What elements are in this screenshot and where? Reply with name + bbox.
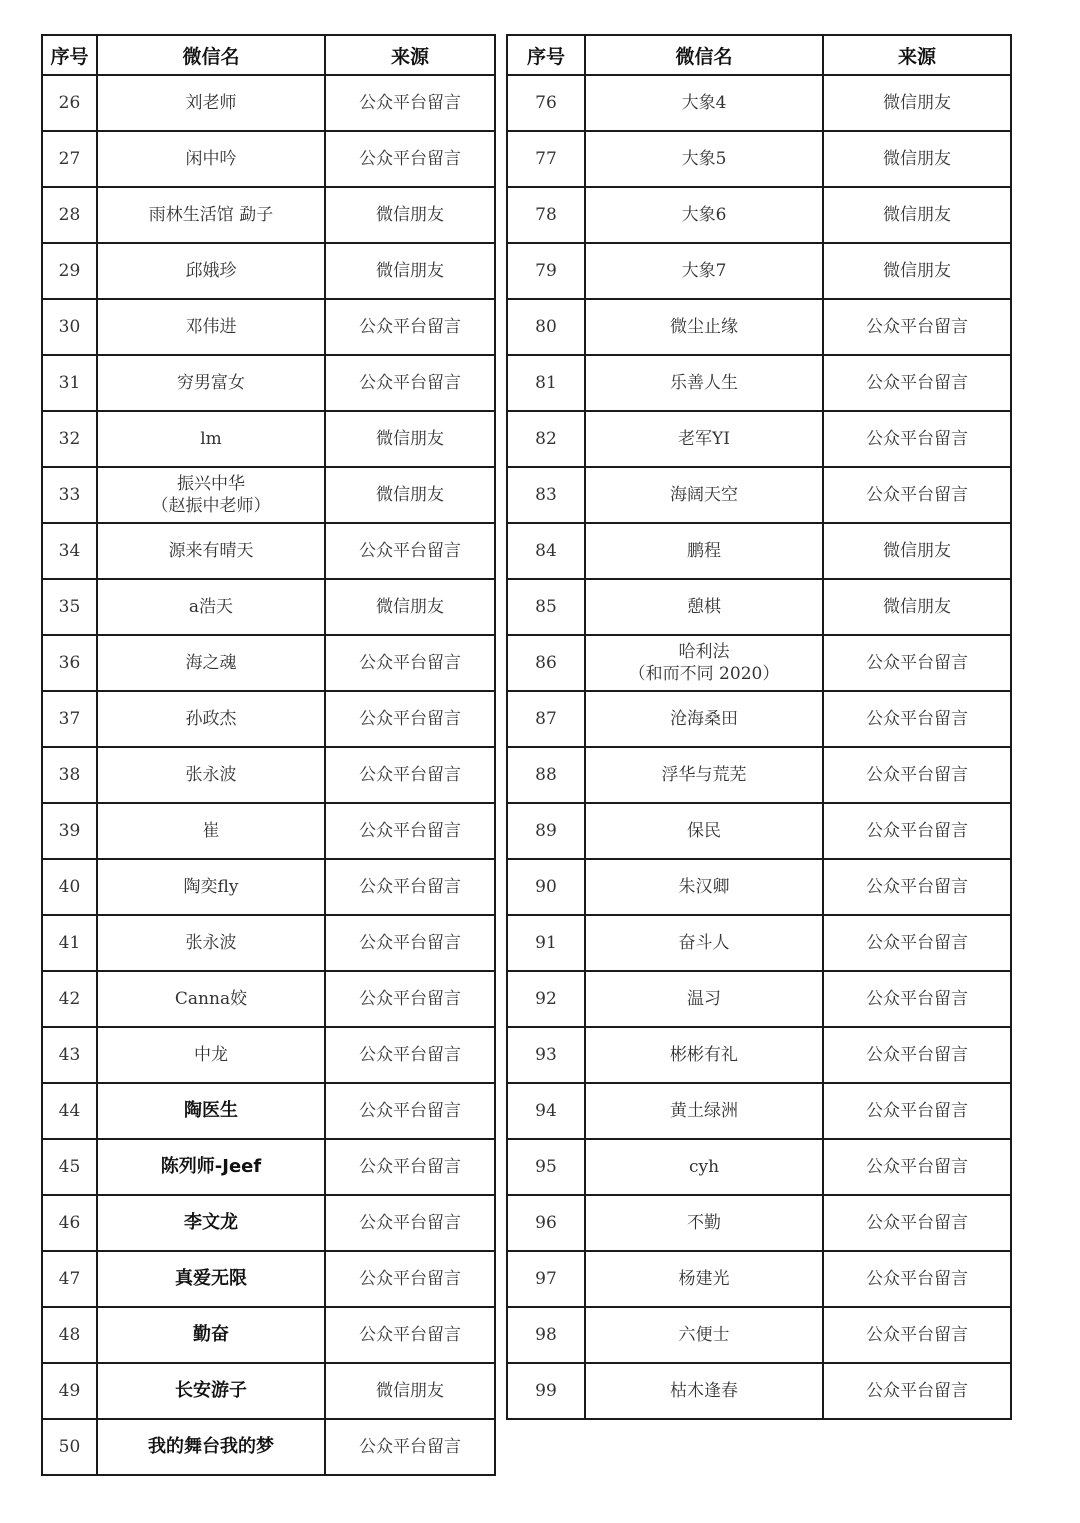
row-seq: 92 — [507, 971, 585, 1027]
row-source: 公众平台留言 — [325, 75, 495, 131]
row-seq: 31 — [42, 355, 97, 411]
table-row — [507, 971, 1011, 1027]
table-row — [42, 635, 495, 691]
row-seq: 26 — [42, 75, 97, 131]
row-source: 公众平台留言 — [325, 803, 495, 859]
row-wechat-name — [97, 1139, 325, 1195]
table-row — [42, 1251, 495, 1307]
wechat-name-line: lm — [200, 429, 222, 449]
row-seq: 97 — [507, 1251, 585, 1307]
table-row — [507, 1251, 1011, 1307]
row-wechat-name — [97, 1251, 325, 1307]
table-row — [42, 75, 495, 131]
row-source: 微信朋友 — [823, 187, 1011, 243]
wechat-name-line: 不勤 — [687, 1213, 721, 1233]
header-seq: 序号 — [507, 35, 585, 75]
table-row — [42, 747, 495, 803]
row-source: 公众平台留言 — [823, 747, 1011, 803]
wechat-name-line: 奋斗人 — [678, 933, 730, 953]
table-row — [507, 467, 1011, 523]
row-source: 公众平台留言 — [823, 355, 1011, 411]
wechat-name-line: a浩天 — [188, 597, 234, 617]
row-seq: 30 — [42, 299, 97, 355]
row-wechat-name — [585, 691, 823, 747]
right-table-body — [507, 75, 1011, 1419]
row-seq: 38 — [42, 747, 97, 803]
header-row — [507, 35, 1011, 75]
row-source: 微信朋友 — [823, 131, 1011, 187]
row-seq: 95 — [507, 1139, 585, 1195]
table-row — [507, 691, 1011, 747]
row-source: 公众平台留言 — [823, 1363, 1011, 1419]
table-row — [42, 1419, 495, 1475]
header-source: 来源 — [325, 35, 495, 75]
table-row — [507, 635, 1011, 691]
row-wechat-name — [97, 523, 325, 579]
row-source: 微信朋友 — [325, 467, 495, 523]
wechat-name-line: 陈列师-Jeef — [160, 1156, 262, 1177]
row-seq: 82 — [507, 411, 585, 467]
table-row — [507, 1363, 1011, 1419]
wechat-name-line: Canna姣 — [174, 989, 248, 1009]
row-source: 微信朋友 — [823, 523, 1011, 579]
table-row — [42, 915, 495, 971]
row-seq: 99 — [507, 1363, 585, 1419]
row-source: 公众平台留言 — [325, 1027, 495, 1083]
row-seq: 90 — [507, 859, 585, 915]
row-seq: 49 — [42, 1363, 97, 1419]
row-seq: 36 — [42, 635, 97, 691]
row-seq: 40 — [42, 859, 97, 915]
row-source: 公众平台留言 — [823, 1139, 1011, 1195]
row-source: 公众平台留言 — [325, 859, 495, 915]
table-row — [42, 803, 495, 859]
row-wechat-name — [97, 243, 325, 299]
row-wechat-name — [97, 859, 325, 915]
table-row — [507, 411, 1011, 467]
row-wechat-name — [97, 1195, 325, 1251]
row-wechat-name — [585, 243, 823, 299]
row-seq: 45 — [42, 1139, 97, 1195]
row-seq: 29 — [42, 243, 97, 299]
row-seq: 81 — [507, 355, 585, 411]
table-row — [42, 691, 495, 747]
row-source: 公众平台留言 — [823, 803, 1011, 859]
row-wechat-name — [97, 1083, 325, 1139]
wechat-name-line: 长安游子 — [175, 1380, 247, 1401]
row-source: 微信朋友 — [325, 1363, 495, 1419]
table-row — [507, 1139, 1011, 1195]
row-source: 公众平台留言 — [325, 1195, 495, 1251]
row-wechat-name — [585, 299, 823, 355]
row-source: 公众平台留言 — [325, 1419, 495, 1475]
row-source: 公众平台留言 — [823, 1027, 1011, 1083]
row-source: 公众平台留言 — [823, 1307, 1011, 1363]
row-seq: 87 — [507, 691, 585, 747]
row-wechat-name — [97, 467, 325, 523]
row-source: 公众平台留言 — [823, 971, 1011, 1027]
row-source: 公众平台留言 — [325, 355, 495, 411]
row-seq: 35 — [42, 579, 97, 635]
wechat-name-line: 邱娥珍 — [185, 261, 237, 281]
table-row — [507, 299, 1011, 355]
row-wechat-name — [97, 915, 325, 971]
row-wechat-name — [585, 1307, 823, 1363]
row-seq: 27 — [42, 131, 97, 187]
row-source: 公众平台留言 — [325, 915, 495, 971]
row-wechat-name — [97, 1419, 325, 1475]
wechat-name-line: 海之魂 — [185, 653, 237, 673]
row-seq: 48 — [42, 1307, 97, 1363]
table-row — [42, 523, 495, 579]
table-row — [42, 1307, 495, 1363]
wechat-name-line: 邓伟进 — [185, 317, 237, 337]
wechat-name-line: （赵振中老师） — [151, 496, 271, 516]
row-source: 微信朋友 — [325, 411, 495, 467]
row-seq: 85 — [507, 579, 585, 635]
wechat-name-line: 大象6 — [681, 205, 727, 225]
table-row — [507, 355, 1011, 411]
row-wechat-name — [585, 579, 823, 635]
row-seq: 37 — [42, 691, 97, 747]
row-wechat-name — [585, 1363, 823, 1419]
header-name: 微信名 — [97, 35, 325, 75]
wechat-name-line: 保民 — [687, 821, 721, 841]
wechat-name-line: 乐善人生 — [670, 373, 738, 393]
row-wechat-name — [97, 579, 325, 635]
row-source: 公众平台留言 — [823, 859, 1011, 915]
row-wechat-name — [97, 131, 325, 187]
row-seq: 83 — [507, 467, 585, 523]
wechat-name-line: 源来有晴天 — [168, 541, 254, 561]
row-wechat-name — [97, 299, 325, 355]
table-row — [42, 243, 495, 299]
row-seq: 79 — [507, 243, 585, 299]
row-wechat-name — [585, 1083, 823, 1139]
row-wechat-name — [585, 859, 823, 915]
row-seq: 77 — [507, 131, 585, 187]
row-wechat-name — [585, 971, 823, 1027]
header-source: 来源 — [823, 35, 1011, 75]
row-source: 公众平台留言 — [325, 131, 495, 187]
row-wechat-name — [585, 635, 823, 691]
row-wechat-name — [585, 131, 823, 187]
row-seq: 50 — [42, 1419, 97, 1475]
table-row — [42, 579, 495, 635]
row-source: 公众平台留言 — [823, 1251, 1011, 1307]
row-source: 公众平台留言 — [325, 1307, 495, 1363]
row-seq: 91 — [507, 915, 585, 971]
row-seq: 89 — [507, 803, 585, 859]
header-name: 微信名 — [585, 35, 823, 75]
table-row — [507, 243, 1011, 299]
table-row — [42, 1139, 495, 1195]
wechat-name-line: 大象5 — [681, 149, 727, 169]
row-source: 公众平台留言 — [325, 1083, 495, 1139]
row-seq: 41 — [42, 915, 97, 971]
row-source: 公众平台留言 — [823, 1083, 1011, 1139]
header-seq: 序号 — [42, 35, 97, 75]
wechat-name-line: 李文龙 — [184, 1212, 238, 1233]
row-wechat-name — [585, 523, 823, 579]
row-wechat-name — [97, 1307, 325, 1363]
table-row — [42, 859, 495, 915]
row-wechat-name — [97, 1363, 325, 1419]
row-seq: 96 — [507, 1195, 585, 1251]
row-source: 公众平台留言 — [823, 915, 1011, 971]
table-row — [507, 859, 1011, 915]
wechat-name-line: 雨林生活馆 勐子 — [148, 205, 274, 225]
table-row — [507, 1307, 1011, 1363]
wechat-name-line: 刘老师 — [185, 93, 237, 113]
row-seq: 98 — [507, 1307, 585, 1363]
row-wechat-name — [585, 747, 823, 803]
table-row — [42, 411, 495, 467]
table-row — [42, 187, 495, 243]
wechat-name-line: 海阔天空 — [670, 485, 738, 505]
row-source: 公众平台留言 — [325, 971, 495, 1027]
table-row — [42, 299, 495, 355]
row-wechat-name — [585, 187, 823, 243]
wechat-name-line: 哈利法 — [678, 642, 730, 662]
wechat-name-line: 张永波 — [185, 933, 237, 953]
row-source: 公众平台留言 — [325, 635, 495, 691]
row-seq: 46 — [42, 1195, 97, 1251]
row-source: 公众平台留言 — [325, 1139, 495, 1195]
table-row — [42, 1363, 495, 1419]
table-row — [42, 131, 495, 187]
row-wechat-name — [585, 803, 823, 859]
row-seq: 42 — [42, 971, 97, 1027]
header-row — [42, 35, 495, 75]
row-wechat-name — [585, 1139, 823, 1195]
row-seq: 88 — [507, 747, 585, 803]
row-source: 微信朋友 — [823, 579, 1011, 635]
table-row — [507, 803, 1011, 859]
table-row — [507, 1195, 1011, 1251]
table-row — [42, 355, 495, 411]
row-wechat-name — [585, 1027, 823, 1083]
row-seq: 80 — [507, 299, 585, 355]
row-wechat-name — [585, 355, 823, 411]
row-wechat-name — [97, 411, 325, 467]
row-source: 公众平台留言 — [325, 1251, 495, 1307]
table-row — [507, 523, 1011, 579]
wechat-name-line: 张永波 — [185, 765, 237, 785]
wechat-name-line: 真爱无限 — [175, 1268, 247, 1289]
row-wechat-name — [97, 971, 325, 1027]
wechat-name-line: 杨建光 — [678, 1269, 730, 1289]
row-seq: 44 — [42, 1083, 97, 1139]
wechat-name-line: 我的舞台我的梦 — [148, 1436, 274, 1457]
wechat-name-line: 陶奕fly — [183, 877, 239, 897]
wechat-name-line: 朱汉卿 — [678, 877, 730, 897]
wechat-name-line: （和而不同 2020） — [628, 664, 780, 684]
row-wechat-name — [585, 411, 823, 467]
row-source: 公众平台留言 — [325, 523, 495, 579]
table-row — [507, 75, 1011, 131]
wechat-name-line: 黄土绿洲 — [670, 1101, 738, 1121]
wechat-name-line: 鹏程 — [687, 541, 721, 561]
row-source: 微信朋友 — [823, 243, 1011, 299]
table-row — [507, 579, 1011, 635]
table-row — [42, 1027, 495, 1083]
wechat-name-line: 浮华与荒芜 — [661, 765, 747, 785]
wechat-name-line: 憩棋 — [687, 597, 721, 617]
row-seq: 47 — [42, 1251, 97, 1307]
row-wechat-name — [97, 355, 325, 411]
wechat-name-line: 孙政杰 — [185, 709, 237, 729]
table-row — [42, 467, 495, 523]
wechat-name-line: cyh — [688, 1157, 720, 1177]
table-row — [42, 1083, 495, 1139]
wechat-name-line: 闲中吟 — [185, 149, 237, 169]
wechat-name-line: 勤奋 — [193, 1324, 229, 1345]
left-table-body — [42, 75, 495, 1475]
table-row — [42, 971, 495, 1027]
table-row — [507, 1083, 1011, 1139]
row-seq: 93 — [507, 1027, 585, 1083]
row-source: 公众平台留言 — [325, 691, 495, 747]
wechat-name-line: 中龙 — [194, 1045, 228, 1065]
row-wechat-name — [97, 635, 325, 691]
row-source: 公众平台留言 — [823, 635, 1011, 691]
row-wechat-name — [585, 467, 823, 523]
row-wechat-name — [97, 187, 325, 243]
table-row — [42, 1195, 495, 1251]
row-seq: 84 — [507, 523, 585, 579]
row-seq: 39 — [42, 803, 97, 859]
row-seq: 76 — [507, 75, 585, 131]
row-seq: 33 — [42, 467, 97, 523]
row-seq: 43 — [42, 1027, 97, 1083]
row-source: 公众平台留言 — [823, 691, 1011, 747]
wechat-name-line: 六便士 — [678, 1325, 730, 1345]
row-source: 公众平台留言 — [823, 467, 1011, 523]
wechat-name-line: 温习 — [687, 989, 721, 1009]
row-seq: 28 — [42, 187, 97, 243]
row-source: 公众平台留言 — [823, 1195, 1011, 1251]
row-seq: 32 — [42, 411, 97, 467]
table-row — [507, 131, 1011, 187]
wechat-name-line: 老军YI — [678, 429, 730, 449]
row-source: 公众平台留言 — [325, 747, 495, 803]
row-source: 微信朋友 — [823, 75, 1011, 131]
row-source: 公众平台留言 — [325, 299, 495, 355]
row-wechat-name — [585, 75, 823, 131]
wechat-name-line: 穷男富女 — [177, 373, 245, 393]
row-seq: 86 — [507, 635, 585, 691]
row-wechat-name — [97, 803, 325, 859]
wechat-name-line: 振兴中华 — [177, 474, 245, 494]
row-source: 公众平台留言 — [823, 411, 1011, 467]
right-table — [506, 34, 1012, 1420]
row-seq: 34 — [42, 523, 97, 579]
wechat-name-line: 沧海桑田 — [670, 709, 738, 729]
left-table — [41, 34, 496, 1476]
row-seq: 78 — [507, 187, 585, 243]
table-row — [507, 187, 1011, 243]
row-wechat-name — [97, 691, 325, 747]
row-wechat-name — [585, 1251, 823, 1307]
table-row — [507, 1027, 1011, 1083]
row-wechat-name — [585, 915, 823, 971]
row-source: 微信朋友 — [325, 187, 495, 243]
row-wechat-name — [97, 75, 325, 131]
wechat-name-line: 大象4 — [681, 93, 727, 113]
wechat-name-line: 崔 — [202, 821, 220, 841]
row-wechat-name — [97, 1027, 325, 1083]
wechat-name-line: 陶医生 — [184, 1100, 238, 1121]
row-seq: 94 — [507, 1083, 585, 1139]
wechat-name-line: 大象7 — [681, 261, 727, 281]
wechat-name-line: 微尘止缘 — [670, 317, 738, 337]
wechat-name-line: 枯木逢春 — [670, 1381, 738, 1401]
table-row — [507, 747, 1011, 803]
row-source: 公众平台留言 — [823, 299, 1011, 355]
table-row — [507, 915, 1011, 971]
row-wechat-name — [585, 1195, 823, 1251]
row-source: 微信朋友 — [325, 243, 495, 299]
row-wechat-name — [97, 747, 325, 803]
row-source: 微信朋友 — [325, 579, 495, 635]
wechat-name-line: 彬彬有礼 — [670, 1045, 738, 1065]
